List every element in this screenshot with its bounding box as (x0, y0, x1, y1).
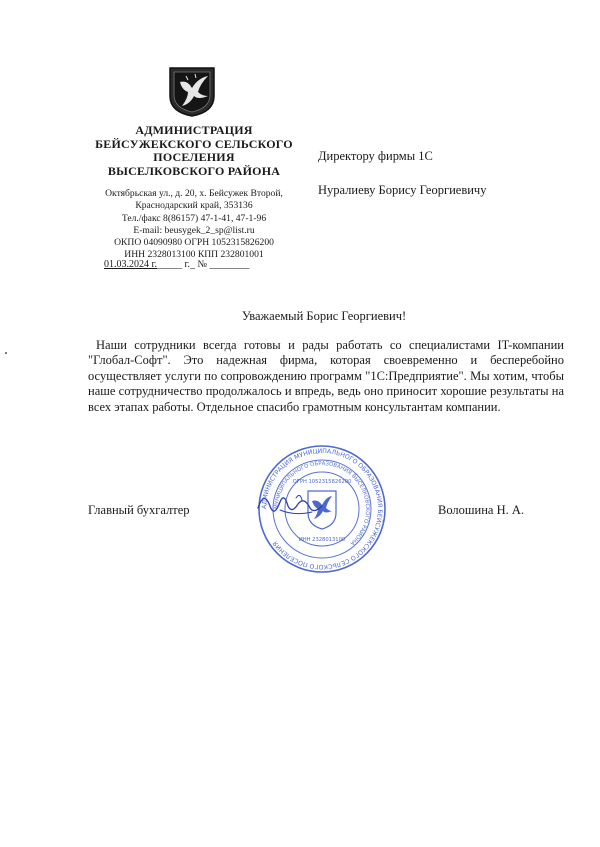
email-line: E-mail: beusygek_2_sp@list.ru (133, 224, 255, 236)
sender-block (80, 124, 308, 262)
signatory-name: Волошина Н. А. (438, 503, 525, 517)
date-number-row (104, 259, 250, 270)
org-name-line: ВЫСЕЛКОВСКОГО РАЙОНА (107, 163, 281, 178)
seal-ogrn: ОГРН 1052315826200 (292, 479, 352, 485)
addressee-position: Директору фирмы 1С (318, 149, 433, 163)
org-name-line: АДМИНИСТРАЦИЯ (135, 123, 253, 137)
addressee-name: Нуралиеву Борису Георгиевичу (318, 183, 487, 197)
letter-number: _____ г._ № ________ (156, 259, 250, 270)
seal-inner-text: МУНИЦИПАЛЬНОГО ОБРАЗОВАНИЯ ВЫСЕЛКОВСКОГО РАЙОНА (273, 460, 371, 546)
org-name-line: ПОСЕЛЕНИЯ (153, 150, 235, 164)
letter-date: 01.03.2024 г. (104, 259, 157, 270)
org-name (80, 124, 308, 178)
salutation: Уважаемый Борис Георгиевич! (241, 309, 407, 323)
handwritten-signature-icon (250, 484, 340, 524)
org-name-line: БЕЙСУЖЕКСКОГО СЕЛЬСКОГО (95, 136, 293, 151)
crest-icon (168, 66, 216, 118)
address-line: Краснодарский край, 353136 (135, 200, 253, 212)
inn-kpp-line: ИНН 2328013100 КПП 232801001 (124, 249, 264, 261)
org-details (80, 188, 308, 262)
scan-speck (5, 352, 7, 354)
signatory-position: Главный бухгалтер (88, 503, 190, 517)
letter-body: Наши сотрудники всегда готовы и рады работать со специалистами IT-компании "Глобал-Софт". Это надежная фирма, которая своевременно и бесперебойно осуществляет услуги по сопровождению программ "1С:Предприятие". Мы хотим, чтобы наше сотрудничество продолжалось и впредь, ведь оно приносит хорошие результаты на всех этапах работы. Отдельное спасибо грамотным консультантам компании. (88, 338, 564, 414)
seal-inn: ИНН 2328013100 (298, 537, 346, 543)
phone-line: Тел./факс 8(86157) 47-1-41, 47-1-96 (121, 212, 267, 224)
address-line: Октябрьская ул., д. 20, х. Бейсужек Второй, (105, 188, 283, 199)
seal-outer-text: АДМИНИСТРАЦИЯ МУНИЦИПАЛЬНОГО ОБРАЗОВАНИЯ БЕЙСУЖЕКСКОГО СЕЛЬСКОГО ПОСЕЛЕНИЯ (260, 447, 384, 571)
okpo-ogrn-line: ОКПО 04090980 ОГРН 1052315826200 (114, 237, 274, 249)
